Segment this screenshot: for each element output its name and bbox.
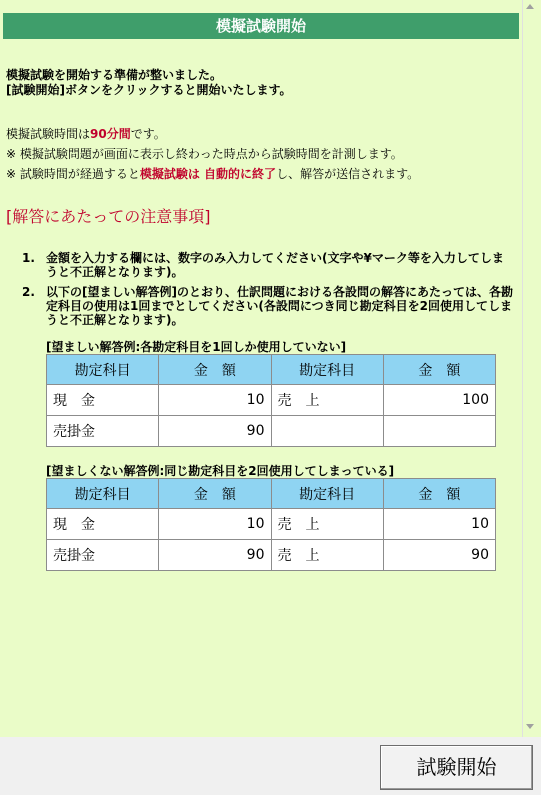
- notice-item-text: 以下の[望ましい解答例]のとおり、仕訳問題における各設問の解答にあたっては、各勘定科目の使用は1回までとしてください(各設問につき同じ勘定科目を2回使用してしまうと不正解となります)。: [46, 285, 513, 327]
- exam-time-line: [6, 125, 166, 142]
- exam-time-suffix: です。: [130, 127, 166, 141]
- exam-time-prefix: 模擬試験時間は: [6, 127, 91, 141]
- column-header: 金 額: [383, 479, 495, 509]
- good-example-table: [46, 354, 496, 447]
- column-header: 金 額: [383, 355, 495, 385]
- auto-end-emphasis: 模擬試験は 自動的に終了: [139, 167, 277, 181]
- page-title: 模擬試験開始: [3, 13, 519, 39]
- debit-account-cell: 現 金: [47, 509, 159, 540]
- column-header: 勘定科目: [271, 355, 383, 385]
- scroll-down-arrow-icon[interactable]: [526, 724, 534, 729]
- timing-note-2-prefix: ※ 試験時間が経過すると: [6, 167, 140, 181]
- credit-amount-cell: 10: [383, 509, 495, 540]
- credit-account-cell: 売 上: [271, 509, 383, 540]
- table-row: [47, 416, 496, 447]
- debit-account-cell: 現 金: [47, 385, 159, 416]
- table-row: [47, 385, 496, 416]
- debit-amount-cell: 10: [159, 385, 271, 416]
- column-header: 金 額: [159, 479, 271, 509]
- timing-note-1: ※ 模擬試験問題が画面に表示し終わった時点から試験時間を計測します。: [6, 147, 403, 161]
- credit-amount-cell: 100: [383, 385, 495, 416]
- bad-example-caption: [望ましくない解答例:同じ勘定科目を2回使用してしまっている]: [46, 464, 395, 478]
- table-row: [47, 540, 496, 571]
- exam-time-value: 90分間: [90, 127, 131, 141]
- notice-item: [22, 251, 514, 279]
- intro-line-2: [試験開始]ボタンをクリックすると開始いたします。: [6, 83, 292, 97]
- column-header: 勘定科目: [271, 479, 383, 509]
- debit-account-cell: 売掛金: [47, 540, 159, 571]
- credit-account-cell: [271, 416, 383, 447]
- credit-amount-cell: 90: [383, 540, 495, 571]
- credit-account-cell: 売 上: [271, 385, 383, 416]
- debit-amount-cell: 90: [159, 540, 271, 571]
- debit-amount-cell: 90: [159, 416, 271, 447]
- notice-item: [22, 285, 514, 327]
- timing-note-2-suffix: し、解答が送信されます。: [276, 167, 420, 181]
- timing-note-2: [6, 165, 419, 182]
- credit-account-cell: 売 上: [271, 540, 383, 571]
- bad-example-table: [46, 478, 496, 571]
- notice-list: [22, 251, 514, 333]
- good-example-caption: [望ましい解答例:各勘定科目を1回しか使用していない]: [46, 340, 347, 354]
- debit-amount-cell: 10: [159, 509, 271, 540]
- column-header: 金 額: [159, 355, 271, 385]
- column-header: 勘定科目: [47, 479, 159, 509]
- scroll-up-arrow-icon[interactable]: [526, 4, 534, 9]
- notice-item-number: 1.: [22, 251, 35, 265]
- notice-heading: [解答にあたっての注意事項]: [6, 207, 211, 226]
- intro-line-1: 模擬試験を開始する準備が整いました。: [6, 68, 223, 82]
- notice-item-number: 2.: [22, 285, 35, 299]
- table-header-row: [47, 355, 496, 385]
- credit-amount-cell: [383, 416, 495, 447]
- table-header-row: [47, 479, 496, 509]
- table-row: [47, 509, 496, 540]
- vertical-scrollbar[interactable]: [522, 0, 541, 737]
- column-header: 勘定科目: [47, 355, 159, 385]
- notice-item-text: 金額を入力する欄には、数字のみ入力してください(文字や¥マーク等を入力してしまうと不正解となります)。: [46, 251, 504, 279]
- start-exam-button[interactable]: 試験開始: [380, 745, 533, 790]
- debit-account-cell: 売掛金: [47, 416, 159, 447]
